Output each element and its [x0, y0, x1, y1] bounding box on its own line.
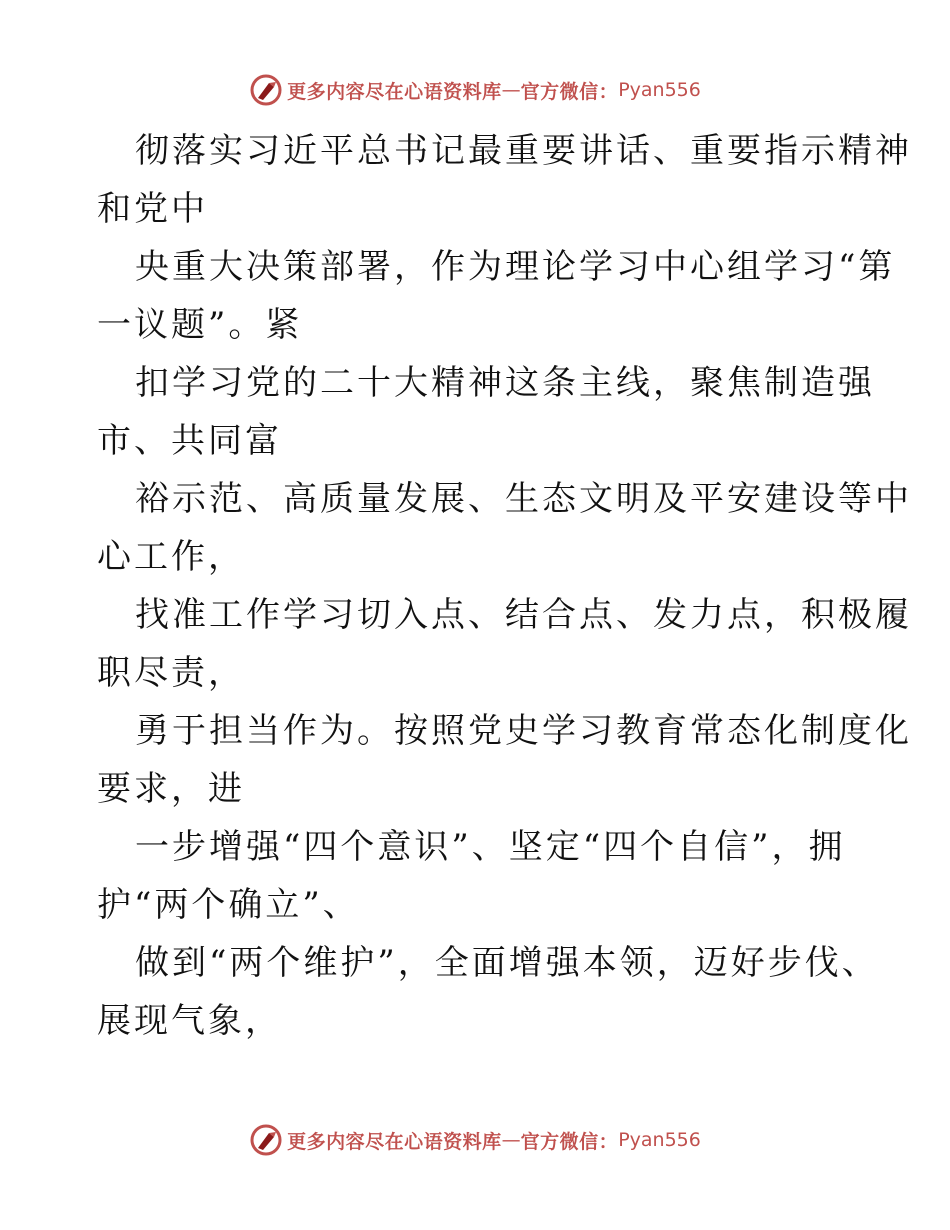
text-line: 彻落实习近平总书记最重要讲话、重要指示精神 — [135, 131, 912, 171]
watermark-separator: — — [501, 1129, 521, 1151]
text-line: 护“两个确立”、 — [97, 885, 360, 925]
watermark-id: Pyan556 — [618, 1129, 701, 1151]
footer-watermark — [0, 1120, 950, 1160]
text-line: 找准工作学习切入点、结合点、发力点，积极履 — [135, 595, 912, 635]
document-body — [97, 122, 912, 1050]
text-line: 央重大决策部署，作为理论学习中心组学习“第 — [135, 247, 896, 287]
text-line: 做到“两个维护”，全面增强本领，迈好步伐、 — [135, 943, 879, 983]
text-line: 心工作， — [97, 537, 245, 577]
pen-nib-logo-icon — [249, 73, 283, 107]
watermark-text: 更多内容尽在心语资料库 — [287, 80, 502, 103]
text-line: 裕示范、高质量发展、生态文明及平安建设等中 — [135, 479, 912, 519]
text-line: 职尽责， — [97, 653, 245, 693]
header-watermark — [0, 70, 950, 110]
text-line: 一步增强“四个意识”、坚定“四个自信”，拥 — [135, 827, 846, 867]
pen-nib-logo-icon — [249, 1123, 283, 1157]
watermark-text: 更多内容尽在心语资料库 — [287, 1130, 502, 1153]
text-line: 勇于担当作为。按照党史学习教育常态化制度化 — [135, 711, 912, 751]
watermark-label: 官方微信： — [520, 80, 619, 103]
text-line: 一议题”。紧 — [97, 305, 303, 345]
text-line: 展现气象， — [97, 1001, 282, 1041]
text-line: 和党中 — [97, 189, 208, 229]
watermark-id: Pyan556 — [618, 79, 701, 101]
text-line: 扣学习党的二十大精神这条主线，聚焦制造强 — [135, 363, 875, 403]
watermark-separator: — — [501, 79, 521, 101]
text-line: 市、共同富 — [97, 421, 282, 461]
watermark-label: 官方微信： — [520, 1130, 619, 1153]
text-line: 要求，进 — [97, 769, 245, 809]
